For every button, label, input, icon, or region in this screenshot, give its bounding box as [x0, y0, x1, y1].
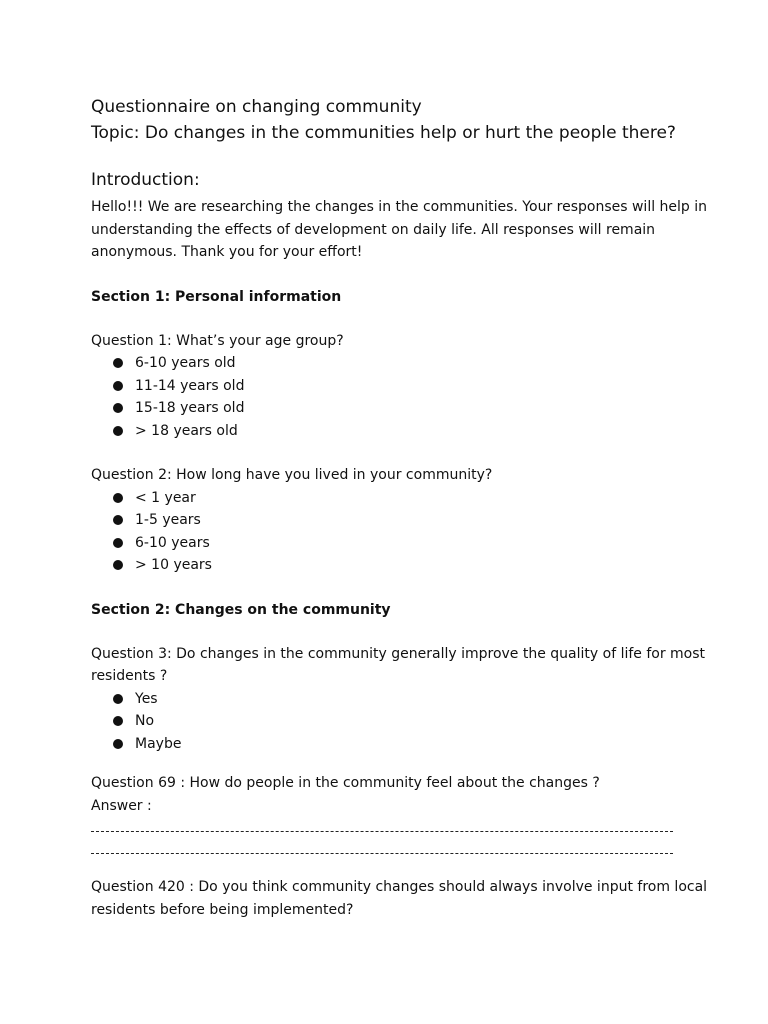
bullet-icon	[113, 515, 123, 525]
document-title: Questionnaire on changing community	[91, 97, 422, 117]
list-item	[113, 375, 708, 398]
list-item	[113, 509, 708, 532]
intro-heading: Introduction:	[91, 170, 200, 190]
bullet-icon	[113, 493, 123, 503]
section-1-heading: Section 1: Personal information	[91, 288, 342, 305]
question-420: Question 420 : Do you think community changes should always involve input from local residents before being implemented?	[91, 879, 708, 918]
question-3-options	[91, 688, 708, 756]
answer-line-2	[91, 853, 673, 854]
bullet-icon	[113, 381, 123, 391]
list-item	[113, 710, 708, 733]
bullet-icon	[113, 538, 123, 548]
bullet-icon	[113, 560, 123, 570]
option-label: > 18 years old	[135, 422, 238, 439]
list-item	[113, 352, 708, 375]
question-2-options	[91, 487, 708, 577]
intro-text: Hello!!! We are researching the changes in the communities. Your responses will help in understanding the effects of development on daily life. All responses will remain anonymous. Thank you for your effort!	[91, 199, 708, 260]
bullet-icon	[113, 694, 123, 704]
bullet-icon	[113, 358, 123, 368]
bullet-icon	[113, 403, 123, 413]
option-label: 11-14 years old	[135, 377, 245, 394]
option-label: < 1 year	[135, 489, 196, 506]
option-label: No	[135, 713, 155, 729]
list-item	[113, 532, 708, 555]
list-item	[113, 554, 708, 577]
bullet-icon	[113, 716, 123, 726]
document-topic: Topic: Do changes in the communities help or hurt the people there?	[91, 123, 676, 143]
question-2: Question 2: How long have you lived in your community?	[91, 467, 493, 483]
bullet-icon	[113, 739, 123, 749]
answer-label: Answer :	[91, 797, 152, 814]
question-1: Question 1: What’s your age group?	[91, 332, 344, 349]
question-1-options	[91, 352, 708, 442]
section-2-heading: Section 2: Changes on the community	[91, 601, 391, 618]
option-label: 15-18 years old	[135, 400, 245, 416]
option-label: Yes	[135, 690, 158, 707]
list-item	[113, 733, 708, 756]
list-item	[113, 397, 708, 420]
bullet-icon	[113, 426, 123, 436]
list-item	[113, 420, 708, 443]
option-label: > 10 years	[135, 557, 212, 573]
question-69: Question 69 : How do people in the community feel about the changes ?	[91, 775, 600, 791]
answer-line-1	[91, 831, 673, 832]
option-label: 6-10 years	[135, 534, 210, 551]
question-3: Question 3: Do changes in the community generally improve the quality of life for most residents ?	[91, 645, 706, 684]
option-label: Maybe	[135, 735, 182, 752]
list-item	[113, 487, 708, 510]
list-item	[113, 688, 708, 711]
option-label: 6-10 years old	[135, 355, 236, 371]
option-label: 1-5 years	[135, 512, 201, 528]
